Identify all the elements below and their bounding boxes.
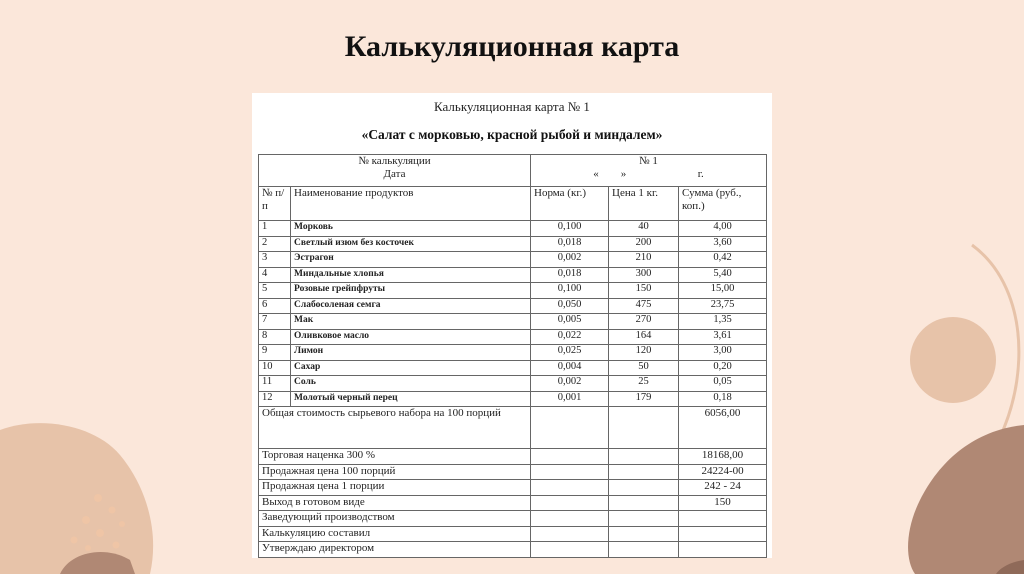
row-number: 10	[259, 360, 291, 376]
product-sum: 0,42	[679, 252, 767, 268]
product-norm: 0,100	[531, 221, 609, 237]
product-price: 179	[609, 391, 679, 407]
summary-empty-norm	[531, 495, 609, 511]
col-header-sum: Сумма (руб., коп.)	[679, 187, 767, 221]
summary-row	[259, 464, 767, 480]
summary-label: Продажная цена 1 порции	[259, 480, 531, 496]
product-row	[259, 236, 767, 252]
row-number: 2	[259, 236, 291, 252]
product-sum: 3,61	[679, 329, 767, 345]
product-norm: 0,022	[531, 329, 609, 345]
row-number: 4	[259, 267, 291, 283]
product-name: Мак	[291, 314, 531, 330]
row-number: 12	[259, 391, 291, 407]
summary-label: Утверждаю директором	[259, 542, 531, 558]
calc-number-label: № калькуляции	[358, 155, 431, 167]
document-title: Калькуляционная карта № 1	[434, 99, 590, 114]
product-name: Соль	[291, 376, 531, 392]
product-name: Морковь	[291, 221, 531, 237]
summary-value	[679, 511, 767, 527]
product-price: 300	[609, 267, 679, 283]
product-sum: 4,00	[679, 221, 767, 237]
summary-empty-price	[609, 464, 679, 480]
product-norm: 0,018	[531, 267, 609, 283]
row-number: 3	[259, 252, 291, 268]
summary-value: 6056,00	[679, 407, 767, 449]
product-price: 120	[609, 345, 679, 361]
summary-empty-price	[609, 511, 679, 527]
product-row	[259, 360, 767, 376]
product-price: 25	[609, 376, 679, 392]
product-row	[259, 283, 767, 299]
product-norm: 0,005	[531, 314, 609, 330]
row-number: 5	[259, 283, 291, 299]
product-sum: 3,60	[679, 236, 767, 252]
product-row	[259, 314, 767, 330]
product-name: Миндальные хлопья	[291, 267, 531, 283]
calc-date-label-cell	[259, 155, 531, 187]
product-norm: 0,001	[531, 391, 609, 407]
product-sum: 5,40	[679, 267, 767, 283]
product-row	[259, 329, 767, 345]
summary-empty-norm	[531, 542, 609, 558]
product-sum: 3,00	[679, 345, 767, 361]
summary-empty-norm	[531, 526, 609, 542]
product-sum: 0,05	[679, 376, 767, 392]
product-norm: 0,050	[531, 298, 609, 314]
summary-row	[259, 407, 767, 449]
summary-label: Общая стоимость сырьевого набора на 100 порций	[259, 407, 531, 449]
header-row-calc	[259, 155, 767, 187]
product-norm: 0,004	[531, 360, 609, 376]
row-number: 9	[259, 345, 291, 361]
calc-date-value-cell	[531, 155, 767, 187]
left-blob-shape	[0, 423, 153, 574]
product-price: 50	[609, 360, 679, 376]
product-name: Лимон	[291, 345, 531, 361]
right-tan-circle	[910, 317, 996, 403]
product-row	[259, 298, 767, 314]
row-number: 8	[259, 329, 291, 345]
product-norm: 0,002	[531, 376, 609, 392]
summary-label: Калькуляцию составил	[259, 526, 531, 542]
col-header-name: Наименование продуктов	[291, 187, 531, 221]
summary-empty-price	[609, 542, 679, 558]
product-row	[259, 252, 767, 268]
summary-row	[259, 449, 767, 465]
calculation-table-body	[259, 155, 767, 558]
summary-label: Торговая наценка 300 %	[259, 449, 531, 465]
summary-empty-price	[609, 495, 679, 511]
product-name: Слабосоленая семга	[291, 298, 531, 314]
row-number: 7	[259, 314, 291, 330]
product-sum: 23,75	[679, 298, 767, 314]
summary-empty-price	[609, 526, 679, 542]
product-price: 475	[609, 298, 679, 314]
product-sum: 0,20	[679, 360, 767, 376]
product-price: 150	[609, 283, 679, 299]
product-name: Молотый черный перец	[291, 391, 531, 407]
product-name: Светлый изюм без косточек	[291, 236, 531, 252]
product-row	[259, 267, 767, 283]
slide-title: Калькуляционная карта	[344, 30, 680, 63]
product-price: 210	[609, 252, 679, 268]
row-number: 1	[259, 221, 291, 237]
summary-empty-price	[609, 449, 679, 465]
product-norm: 0,100	[531, 283, 609, 299]
summary-row	[259, 526, 767, 542]
row-number: 11	[259, 376, 291, 392]
col-header-norm: Норма (кг.)	[531, 187, 609, 221]
summary-row	[259, 511, 767, 527]
summary-value	[679, 542, 767, 558]
calculation-table	[258, 154, 767, 558]
product-name: Розовые грейпфруты	[291, 283, 531, 299]
summary-value: 242 - 24	[679, 480, 767, 496]
product-row	[259, 391, 767, 407]
summary-label: Продажная цена 100 порций	[259, 464, 531, 480]
product-norm: 0,002	[531, 252, 609, 268]
product-price: 40	[609, 221, 679, 237]
product-row	[259, 345, 767, 361]
right-brown-blob-shape	[908, 425, 1024, 574]
calc-number-value: № 1	[639, 155, 658, 167]
calculation-card-document	[252, 93, 772, 558]
product-sum: 1,35	[679, 314, 767, 330]
summary-value	[679, 526, 767, 542]
document-subtitle: «Салат с морковью, красной рыбой и миндалем»	[361, 127, 663, 142]
row-number: 6	[259, 298, 291, 314]
summary-empty-price	[609, 480, 679, 496]
summary-row	[259, 495, 767, 511]
header-row-columns	[259, 187, 767, 221]
product-row	[259, 376, 767, 392]
summary-value: 150	[679, 495, 767, 511]
product-price: 200	[609, 236, 679, 252]
date-label: Дата	[383, 167, 406, 180]
col-header-num: № п/п	[259, 187, 291, 221]
product-norm: 0,018	[531, 236, 609, 252]
product-sum: 15,00	[679, 283, 767, 299]
summary-empty-norm	[531, 449, 609, 465]
product-price: 164	[609, 329, 679, 345]
summary-empty-norm	[531, 480, 609, 496]
summary-label: Выход в готовом виде	[259, 495, 531, 511]
col-header-price: Цена 1 кг.	[609, 187, 679, 221]
product-sum: 0,18	[679, 391, 767, 407]
summary-empty-norm	[531, 407, 609, 449]
summary-value: 24224-00	[679, 464, 767, 480]
product-price: 270	[609, 314, 679, 330]
summary-empty-norm	[531, 464, 609, 480]
product-norm: 0,025	[531, 345, 609, 361]
summary-row	[259, 480, 767, 496]
date-value: « » г.	[593, 167, 704, 180]
summary-label: Заведующий производством	[259, 511, 531, 527]
product-name: Оливковое масло	[291, 329, 531, 345]
product-row	[259, 221, 767, 237]
summary-empty-norm	[531, 511, 609, 527]
summary-row	[259, 542, 767, 558]
summary-value: 18168,00	[679, 449, 767, 465]
product-name: Сахар	[291, 360, 531, 376]
summary-empty-price	[609, 407, 679, 449]
product-name: Эстрагон	[291, 252, 531, 268]
